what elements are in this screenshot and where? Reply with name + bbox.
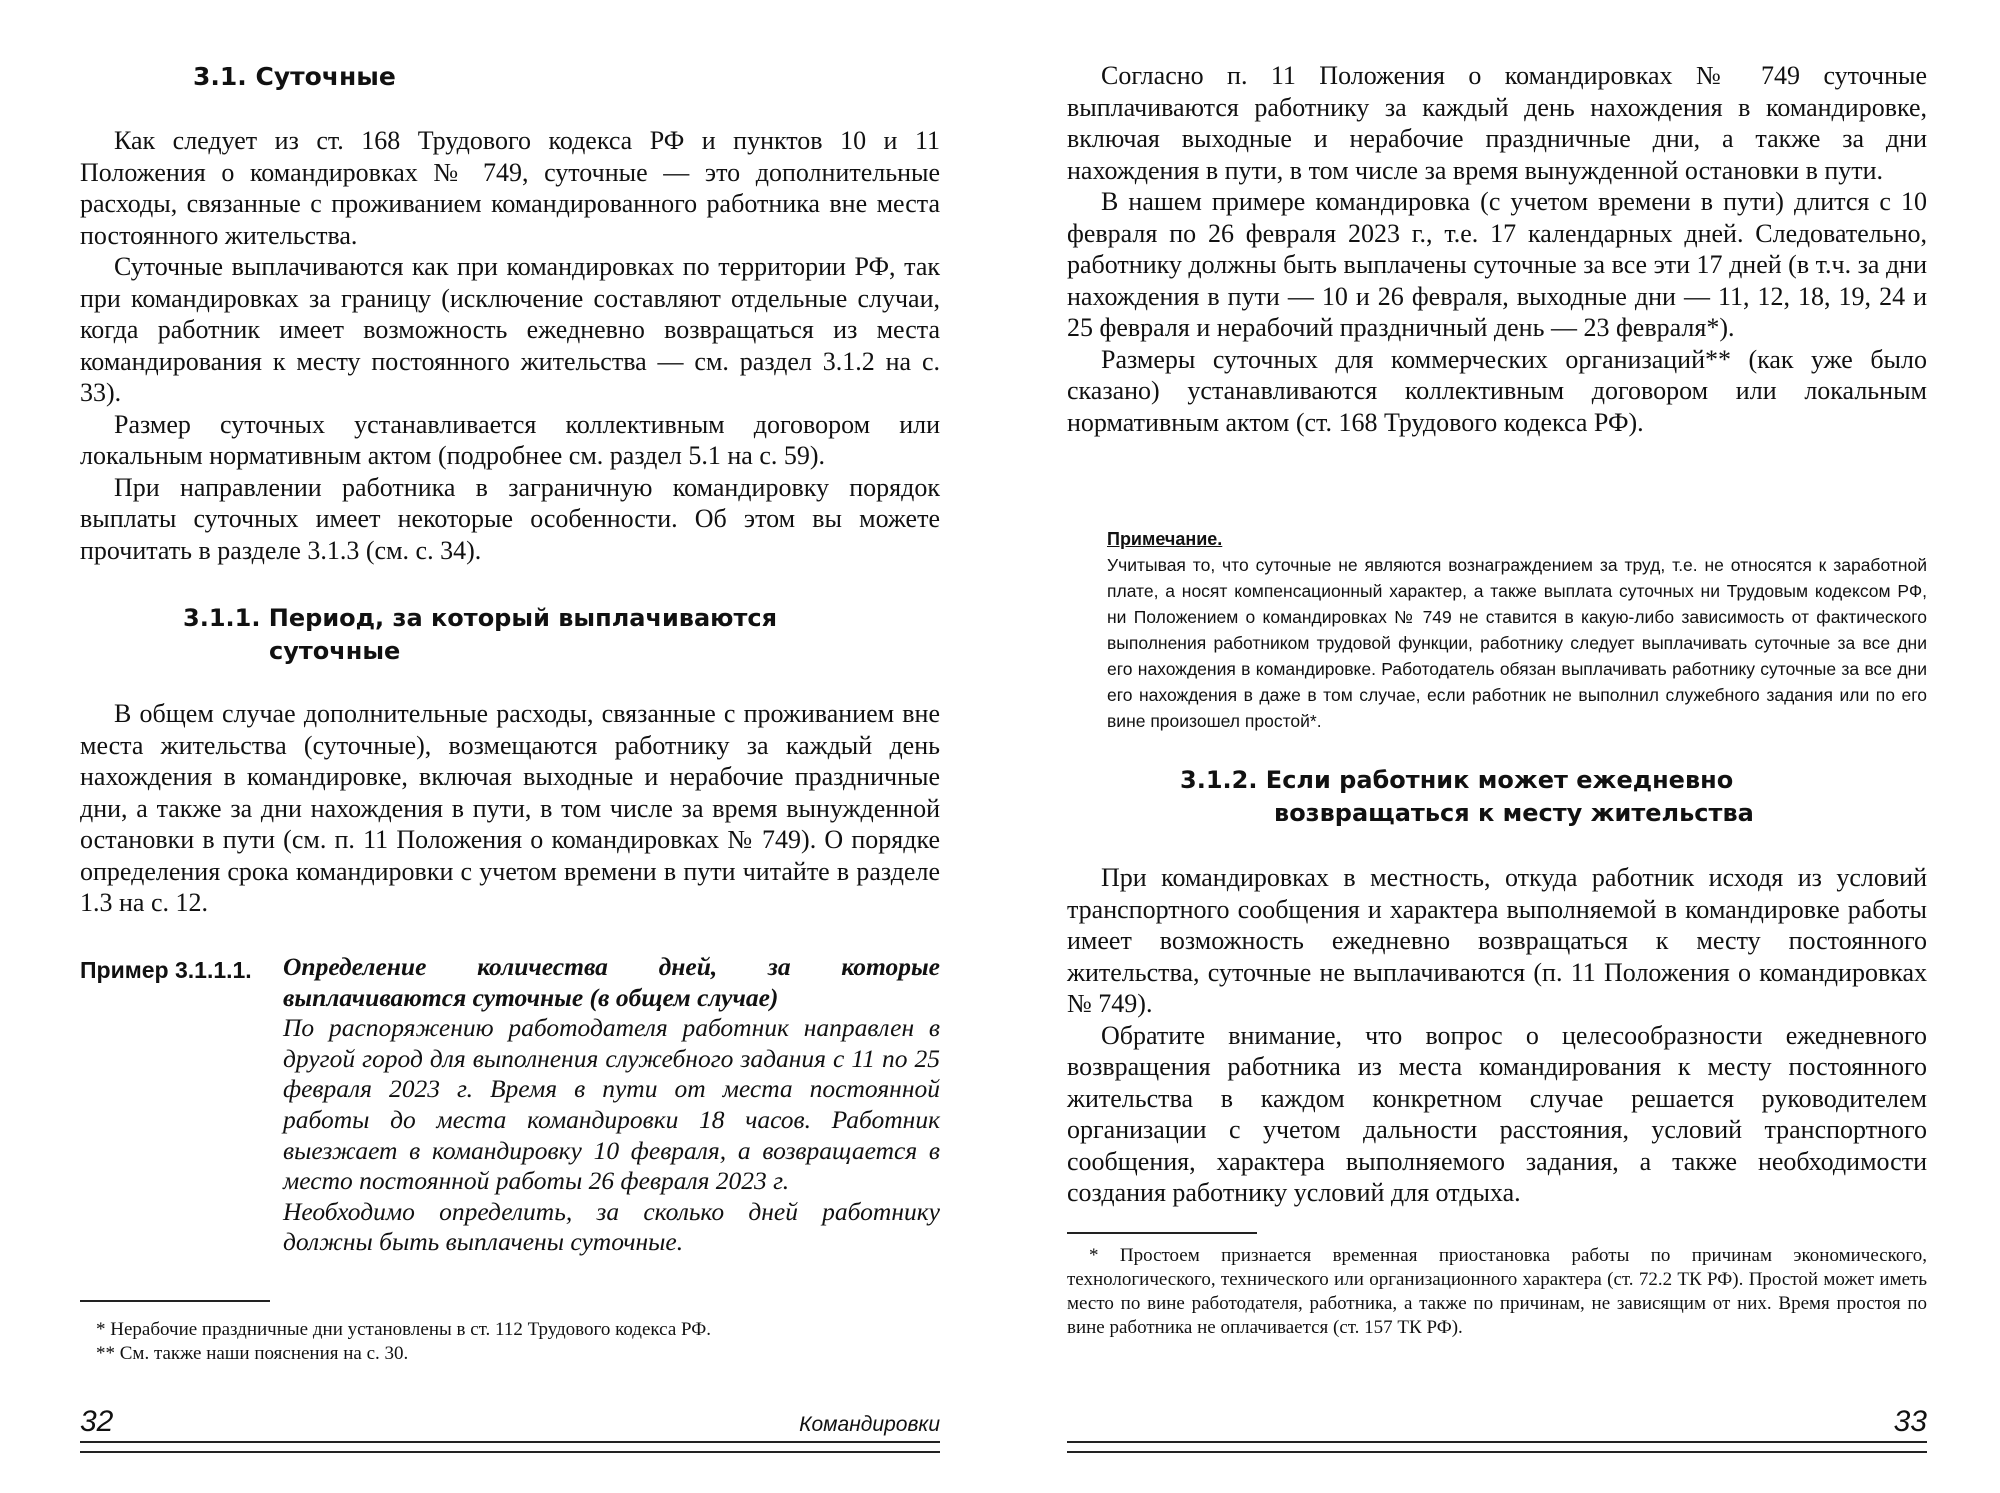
text-block — [1067, 60, 1927, 438]
intro-text — [80, 125, 940, 566]
footnotes — [1067, 1244, 1927, 1340]
subsection-heading-3-1-1 — [183, 602, 777, 668]
footnotes — [80, 1318, 940, 1366]
running-title: Командировки — [799, 1413, 940, 1436]
footnote: ** См. также наши пояснения на с. 30. — [96, 1343, 409, 1364]
heading-line: возвращаться к месту жительства — [1274, 799, 1754, 827]
footnote: * Простоем признается временная приостановка работы по причинам экономического, технологического, технического или организационного характера (ст. 72.2 ТК РФ). Простой может иметь место по вине работодателя, работника, а также по причинам, не зависящим от них. Время простоя по вине работника не оплачивается (ст. 157 ТК РФ). — [1067, 1245, 1927, 1338]
subsection-text — [1067, 862, 1927, 1209]
paragraph: Согласно п. 11 Положения о командировках № 749 суточные выплачиваются работнику за каждый день нахождения в командировке, включая выходные и нерабочие праздничные дни, а также за дни нахождения в пути, в том числе за время вынужденной остановки в пути. — [1067, 61, 1927, 185]
paragraph: Размеры суточных для коммерческих организаций** (как уже было сказано) устанавливаются коллективным договором или локальным нормативным актом (ст. 168 Трудового кодекса РФ). — [1067, 344, 1927, 437]
footnote-rule — [80, 1300, 270, 1302]
paragraph: В нашем примере командировка (с учетом времени в пути) длится с 10 февраля по 26 февраля 2023 г., т.е. 17 календарных дней. Следовательно, работнику должны быть выплачены суточные за все эти 17 дней (в т.ч. за дни нахождения в пути — 10 и 26 февраля, выходные дни — 11, 12, 18, 19, 24 и 25 февраля и нерабочий праздничный день — 23 февраля*). — [1067, 187, 1927, 342]
example-paragraph: По распоряжению работодателя работник направлен в другой город для выполнения служебного задания с 11 по 25 февраля 2023 г. Время в пути от места постоянной работы до места командировки 18 часов. Работник выезжает в командировку 10 февраля, а возвращается в место постоянной работы 26 февраля 2023 г. — [283, 1013, 940, 1196]
page-number: 32 — [80, 1405, 114, 1438]
paragraph: При направлении работника в заграничную командировку порядок выплаты суточных имеет некоторые особенности. Об этом вы можете прочитать в разделе 3.1.3 (см. с. 34). — [80, 472, 940, 565]
paragraph: Суточные выплачиваются как при командировках по территории РФ, так при командировках за границу (исключение составляют отдельные случаи, когда работник имеет возможность ежедневно возвращаться из места командирования к месту постоянного жительства — см. раздел 3.1.2 на с. 33). — [80, 252, 940, 407]
page-number: 33 — [1893, 1405, 1927, 1438]
heading-line: суточные — [269, 637, 401, 665]
example-label: Пример 3.1.1.1. — [80, 957, 252, 983]
subsection-heading-3-1-2 — [1180, 764, 1754, 830]
footnote: * Нерабочие праздничные дни установлены в ст. 112 Трудового кодекса РФ. — [96, 1319, 712, 1340]
section-heading: 3.1. Суточные — [193, 62, 396, 91]
note-text: Учитывая то, что суточные не являются вознаграждением за труд, т.е. не относятся к заработной плате, а носят компенсационный характер, а также выплата суточных ни Трудовым кодексом РФ, ни Положением о командировках № 749 не ставится в какую-либо зависимость от фактического выполнения работником трудовой функции, работнику следует выплачивать суточные за все дни его нахождения в командировке. Работодатель обязан выплачивать работнику суточные за все дни его нахождения в даже в том случае, если работник не выполнил служебного задания или по его вине произошел простой*. — [1107, 555, 1927, 731]
example-title: Определение количества дней, за которые выплачиваются суточные (в общем случае) — [283, 952, 940, 1012]
paragraph: При командировках в местность, откуда работник исходя из условий транспортного сообщения и характера выполняемой в командировке работы имеет возможность ежедневно возвращаться к месту постоянного жительства, суточные не выплачиваются (п. 11 Положения о командировках № 749). — [1067, 863, 1927, 1018]
subsection-text — [80, 698, 940, 919]
paragraph: Обратите внимание, что вопрос о целесообразности ежедневного возвращения работника из места командирования к месту постоянного жительства в каждом конкретном случае решается руководителем организации с учетом дальности расстояния, условий транспортного сообщения, характера выполняемого задания, а также необходимости создания работнику условий для отдыха. — [1067, 1020, 1927, 1207]
paragraph: В общем случае дополнительные расходы, связанные с проживанием вне места жительства (суточные), возмещаются работнику за каждый день нахождения в командировке, включая выходные и нерабочие праздничные дни, а также за дни нахождения в пути, в том числе за время вынужденной остановки в пути (см. п. 11 Положения о командировках № 749). О порядке определения срока командировки с учетом времени в пути читайте в разделе 1.3 на с. 12. — [80, 699, 940, 917]
note-box — [1107, 526, 1927, 734]
page-footer-rule — [1067, 1441, 1927, 1453]
heading-line: 3.1.2. Если работник может ежедневно — [1180, 766, 1734, 794]
paragraph: Размер суточных устанавливается коллективным договором или локальным нормативным актом (подробнее см. раздел 5.1 на с. 59). — [80, 409, 940, 470]
page-footer-rule — [80, 1441, 940, 1453]
note-label: Примечание. — [1107, 529, 1223, 549]
paragraph: Как следует из ст. 168 Трудового кодекса РФ и пунктов 10 и 11 Положения о командировках № 749, суточные — это дополнительные расходы, связанные с проживанием командированного работника вне места постоянного жительства. — [80, 126, 940, 250]
heading-line: 3.1.1. Период, за который выплачиваются — [183, 604, 778, 632]
example-body — [283, 952, 940, 1258]
footnote-rule — [1067, 1232, 1257, 1234]
example-paragraph: Необходимо определить, за сколько дней работнику должны быть выплачены суточные. — [283, 1196, 940, 1257]
